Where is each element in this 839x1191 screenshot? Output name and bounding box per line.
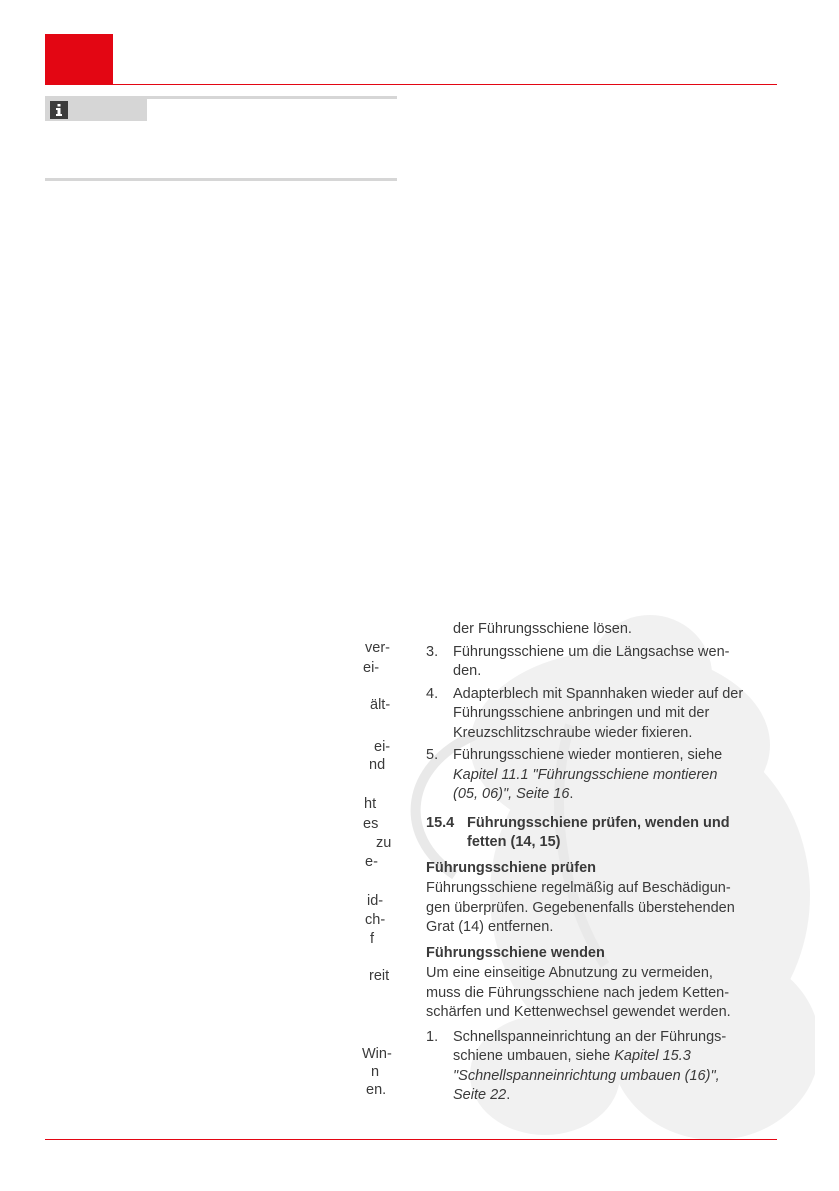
subheading-wenden: Führungsschiene wenden — [426, 944, 605, 961]
footer-rule — [45, 1139, 777, 1140]
left-text-fragment: f — [370, 931, 375, 947]
section-title: fetten (14, 15) — [467, 834, 561, 850]
left-text-fragment: en. — [366, 1082, 387, 1098]
paragraph — [426, 964, 778, 1023]
step-number: 3. — [426, 643, 439, 660]
header-rule — [45, 84, 777, 85]
step-3 — [426, 643, 778, 682]
punctuation: . — [506, 1087, 511, 1103]
left-text-fragment: es — [363, 816, 379, 832]
right-column — [426, 620, 778, 1106]
step-text: Führungsschiene wieder montieren, siehe — [453, 747, 723, 763]
section-heading — [426, 814, 778, 853]
cross-reference-link[interactable]: Kapitel 15.3 — [614, 1048, 691, 1064]
step-4 — [426, 685, 778, 744]
paragraph-line: Führungsschiene regelmäßig auf Beschädigun- — [426, 880, 731, 896]
step-text: Adapterblech mit Spannhaken wieder auf der — [453, 685, 744, 702]
step-number: 1. — [426, 1028, 439, 1045]
info-icon — [50, 101, 68, 119]
subheading-pruefen: Führungsschiene prüfen — [426, 859, 596, 876]
step-text: den. — [453, 663, 482, 679]
left-text-fragment: reit — [369, 968, 390, 984]
cross-reference-link[interactable]: "Schnellspanneinrichtung umbauen (16)", — [453, 1067, 720, 1084]
cross-reference-link[interactable]: (05, 06)", Seite 16 — [453, 786, 570, 802]
step-number: 4. — [426, 685, 439, 702]
step-text: Schnellspanneinrichtung an der Führungs- — [453, 1028, 727, 1045]
paragraph-line: Grat (14) entfernen. — [426, 919, 554, 935]
cross-reference-link[interactable]: Kapitel 11.1 "Führungsschiene montieren — [453, 766, 718, 783]
step-text: Führungsschiene anbringen und mit der — [453, 705, 710, 721]
punctuation: . — [569, 786, 574, 802]
left-text-fragment: ei- — [374, 739, 391, 755]
left-text-fragment: ei- — [363, 660, 380, 676]
note-bottom-rule — [45, 178, 397, 181]
left-text-fragment: ält- — [370, 697, 391, 713]
left-text-fragment: ver- — [365, 640, 390, 656]
cross-reference-link[interactable]: Seite 22 — [453, 1087, 507, 1103]
paragraph-line: gen überprüfen. Gegebenenfalls überstehenden — [426, 899, 735, 916]
step-number: 5. — [426, 747, 439, 763]
left-text-fragment: nd — [369, 757, 386, 773]
paragraph-line: Um eine einseitige Abnutzung zu vermeiden, — [426, 965, 713, 981]
step-text: schiene umbauen, siehe — [453, 1048, 615, 1064]
step-text: Führungsschiene um die Längsachse wen- — [453, 643, 730, 660]
section-title: Führungsschiene prüfen, wenden und — [467, 814, 730, 831]
paragraph-line: schärfen und Kettenwechsel gewendet werden. — [426, 1004, 731, 1020]
left-text-fragment: e- — [365, 854, 378, 870]
step-5 — [426, 746, 778, 805]
left-text-fragment: n — [371, 1064, 380, 1080]
left-text-fragment: zu — [376, 835, 392, 851]
chapter-tab — [45, 34, 113, 84]
left-text-fragment: ht — [364, 796, 377, 812]
section-number: 15.4 — [426, 814, 455, 831]
paragraph-line: muss die Führungsschiene nach jedem Ketten- — [426, 984, 730, 1001]
step-continuation: der Führungsschiene lösen. — [453, 621, 632, 637]
left-text-fragment: id- — [367, 893, 384, 909]
left-text-fragment: Win- — [362, 1046, 392, 1062]
step-1 — [426, 1028, 778, 1106]
step-text: Kreuzschlitzschraube wieder fixieren. — [453, 724, 693, 741]
left-text-fragment: ch- — [365, 912, 386, 928]
paragraph — [426, 879, 778, 938]
